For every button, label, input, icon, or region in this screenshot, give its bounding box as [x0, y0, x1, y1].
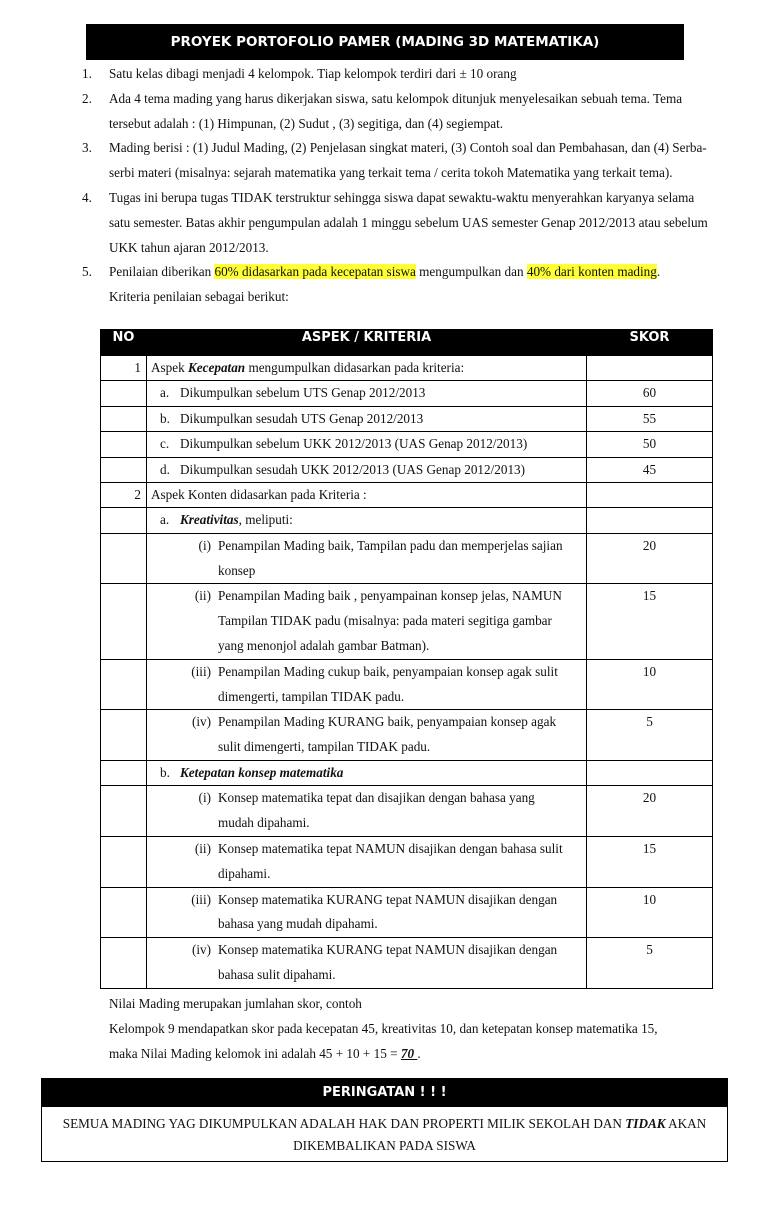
footer-text: maka Nilai Mading kelomok ini adalah 45 + 10 + 15 = [109, 1046, 401, 1061]
item-number: 3. [82, 140, 92, 156]
item-text: Satu kelas dibagi menjadi 4 kelompok. Tiap kelompok terdiri dari ± 10 orang [109, 66, 517, 81]
footer-line: Kelompok 9 mendapatkan skor pada kecepatan 45, kreativitas 10, dan ketepatan konsep matematika 15, [109, 1021, 658, 1036]
score-cell: 10 [587, 659, 713, 710]
row-number [101, 659, 147, 710]
score-cell: 15 [587, 584, 713, 659]
row-number [101, 508, 147, 533]
warning-box [41, 1078, 728, 1162]
row-number [101, 381, 147, 406]
criteria-text: Dikumpulkan sesudah UTS Genap 2012/2013 [180, 410, 424, 426]
row-number [101, 887, 147, 938]
score-cell: 15 [587, 837, 713, 888]
sub-criteria-text: Konsep matematika tepat NAMUN disajikan dengan bahasa sulit dipahami. [218, 841, 563, 881]
highlight-speed: 60% didasarkan pada kecepatan siswa [214, 264, 416, 280]
item-text: Penilaian diberikan [109, 264, 215, 280]
roman-label: (i) [198, 790, 211, 806]
item-text: mengumpulkan dan [415, 264, 527, 280]
score-cell [587, 356, 713, 381]
sub-criteria-cell [147, 659, 587, 710]
table-row [101, 508, 713, 533]
score-cell [587, 761, 713, 786]
item-text: . [656, 264, 661, 280]
cell-text: mengumpulkan didasarkan pada kriteria: [245, 360, 465, 375]
item-number: 1. [82, 66, 92, 81]
table-row [101, 837, 713, 888]
score-cell: 10 [587, 887, 713, 938]
score-cell: 20 [587, 533, 713, 584]
sub-criteria-text: Konsep matematika KURANG tepat NAMUN disajikan dengan bahasa yang mudah dipahami. [218, 891, 558, 932]
table-row [101, 533, 713, 584]
row-number [101, 938, 147, 989]
cell-emphasis: Kecepatan [188, 360, 246, 375]
sub-criteria-cell [147, 710, 587, 761]
roman-label: (ii) [194, 841, 211, 857]
row-number [101, 837, 147, 888]
table-row [101, 887, 713, 938]
table-row [101, 432, 713, 457]
warning-text: AKAN DIKEMBALIKAN PADA SISWA [293, 1116, 707, 1153]
row-number: 1 [101, 356, 147, 381]
score-cell [587, 483, 713, 508]
table-row [101, 786, 713, 837]
row-number [101, 710, 147, 761]
criteria-emphasis: Kreativitas [180, 512, 239, 528]
row-number [101, 432, 147, 457]
list-item [0, 260, 768, 310]
warning-emphasis: TIDAK [625, 1116, 666, 1131]
item-text: Kriteria penilaian sebagai berikut: [109, 289, 289, 305]
table-row [101, 356, 713, 381]
criteria-label: d. [160, 461, 170, 477]
header-skor: SKOR [587, 330, 713, 356]
table-header-row [101, 330, 713, 356]
item-text: Tugas ini berupa tugas TIDAK terstruktur sehingga siswa dapat sewaktu-waktu menyerahkan karyanya selama satu semester. Batas akhir pengumpulan adalah 1 minggu sebelum UAS semester Genap 2012/2013 atau sebelum UKK tahun ajaran 2012/2013. [109, 189, 708, 255]
warning-text: SEMUA MADING YAG DIKUMPULKAN ADALAH HAK DAN PROPERTI MILIK SEKOLAH DAN [62, 1116, 626, 1131]
sub-criteria-cell [147, 837, 587, 888]
sub-criteria-text: Penampilan Mading baik, Tampilan padu dan memperjelas sajian konsep [218, 537, 563, 578]
page-title: PROYEK PORTOFOLIO PAMER (MADING 3D MATEMATIKA) [86, 24, 684, 60]
criteria-cell [147, 457, 587, 482]
score-cell [587, 508, 713, 533]
criteria-cell [147, 432, 587, 457]
sub-criteria-text: Penampilan Mading baik , penyampainan konsep jelas, NAMUN Tampilan TIDAK padu (misalnya: pada materi segitiga gambar yang menonjol adalah gambar Batman). [218, 588, 562, 654]
criteria-emphasis: Ketepatan konsep matematika [180, 765, 344, 781]
instruction-list [0, 62, 768, 310]
warning-body [42, 1107, 727, 1161]
roman-label: (ii) [194, 588, 211, 604]
row-number [101, 406, 147, 431]
roman-label: (iv) [191, 714, 211, 730]
table-row [101, 659, 713, 710]
item-number: 4. [82, 189, 92, 205]
sub-criteria-text: Penampilan Mading KURANG baik, penyampaian konsep agak sulit dimengerti, tampilan TIDAK padu. [218, 714, 557, 755]
score-cell: 20 [587, 786, 713, 837]
list-item [0, 87, 768, 137]
header-aspek: ASPEK / KRITERIA [147, 330, 587, 356]
criteria-label: b. [160, 765, 170, 781]
roman-label: (i) [198, 537, 211, 553]
list-item [0, 62, 768, 87]
item-text: Mading berisi : (1) Judul Mading, (2) Penjelasan singkat materi, (3) Contoh soal dan Pembahasan, dan (4) Serba-serbi materi (misalnya: sejarah matematika yang terkait tema / cerita tokoh Matematika yang terkait tema). [109, 140, 707, 181]
total-score: 70 [400, 1046, 418, 1061]
criteria-label: c. [160, 436, 170, 452]
criteria-cell [147, 761, 587, 786]
roman-label: (iii) [191, 663, 211, 679]
sub-criteria-text: Konsep matematika tepat dan disajikan dengan bahasa yang mudah dipahami. [218, 790, 535, 831]
criteria-label: a. [160, 385, 170, 401]
score-cell: 55 [587, 406, 713, 431]
table-row [101, 381, 713, 406]
table-row [101, 710, 713, 761]
footer-text: . [417, 1046, 421, 1061]
footer-line: Nilai Mading merupakan jumlahan skor, contoh [109, 996, 362, 1011]
row-number [101, 457, 147, 482]
aspect-cell [147, 356, 587, 381]
criteria-text: Dikumpulkan sebelum UKK 2012/2013 (UAS Genap 2012/2013) [180, 436, 528, 452]
criteria-cell [147, 508, 587, 533]
list-item [0, 136, 768, 186]
criteria-cell [147, 381, 587, 406]
roman-label: (iv) [191, 942, 211, 958]
sub-criteria-cell [147, 938, 587, 989]
criteria-text: Dikumpulkan sesudah UKK 2012/2013 (UAS Genap 2012/2013) [180, 461, 526, 477]
row-number [101, 786, 147, 837]
table-row [101, 457, 713, 482]
score-cell: 60 [587, 381, 713, 406]
sub-criteria-text: Konsep matematika KURANG tepat NAMUN disajikan dengan bahasa sulit dipahami. [218, 942, 558, 982]
sub-criteria-text: Penampilan Mading cukup baik, penyampaian konsep agak sulit dimengerti, tampilan TIDAK padu. [218, 663, 558, 704]
table-row [101, 584, 713, 659]
table-row [101, 406, 713, 431]
aspect-cell: Aspek Konten didasarkan pada Kriteria : [147, 483, 587, 508]
sub-criteria-cell [147, 584, 587, 659]
criteria-cell [147, 406, 587, 431]
highlight-content: 40% dari konten mading [526, 264, 657, 280]
list-item [0, 186, 768, 260]
criteria-label: a. [160, 512, 170, 528]
table-row [101, 938, 713, 989]
score-cell: 5 [587, 710, 713, 761]
table-row [101, 483, 713, 508]
score-cell: 45 [587, 457, 713, 482]
criteria-text: , meliputi: [238, 512, 293, 528]
table-row [101, 761, 713, 786]
item-number: 2. [82, 90, 92, 106]
sub-criteria-cell [147, 887, 587, 938]
row-number [101, 761, 147, 786]
warning-title: PERINGATAN ! ! ! [42, 1079, 727, 1107]
cell-text: Aspek [151, 360, 188, 375]
criteria-text: Dikumpulkan sebelum UTS Genap 2012/2013 [180, 385, 426, 401]
item-text: Ada 4 tema mading yang harus dikerjakan siswa, satu kelompok ditunjuk menyelesaikan sebuah tema. Tema tersebut adalah : (1) Himpunan, (2) Sudut , (3) segitiga, dan (4) segiempat. [109, 90, 683, 131]
score-cell: 50 [587, 432, 713, 457]
roman-label: (iii) [191, 891, 211, 907]
row-number: 2 [101, 483, 147, 508]
criteria-label: b. [160, 410, 170, 426]
footer-line [109, 1041, 729, 1066]
criteria-table [100, 329, 713, 989]
score-explanation [109, 991, 729, 1066]
sub-criteria-cell [147, 786, 587, 837]
row-number [101, 533, 147, 584]
row-number [101, 584, 147, 659]
item-number: 5. [82, 264, 92, 280]
sub-criteria-cell [147, 533, 587, 584]
score-cell: 5 [587, 938, 713, 989]
header-no: NO [101, 330, 147, 356]
